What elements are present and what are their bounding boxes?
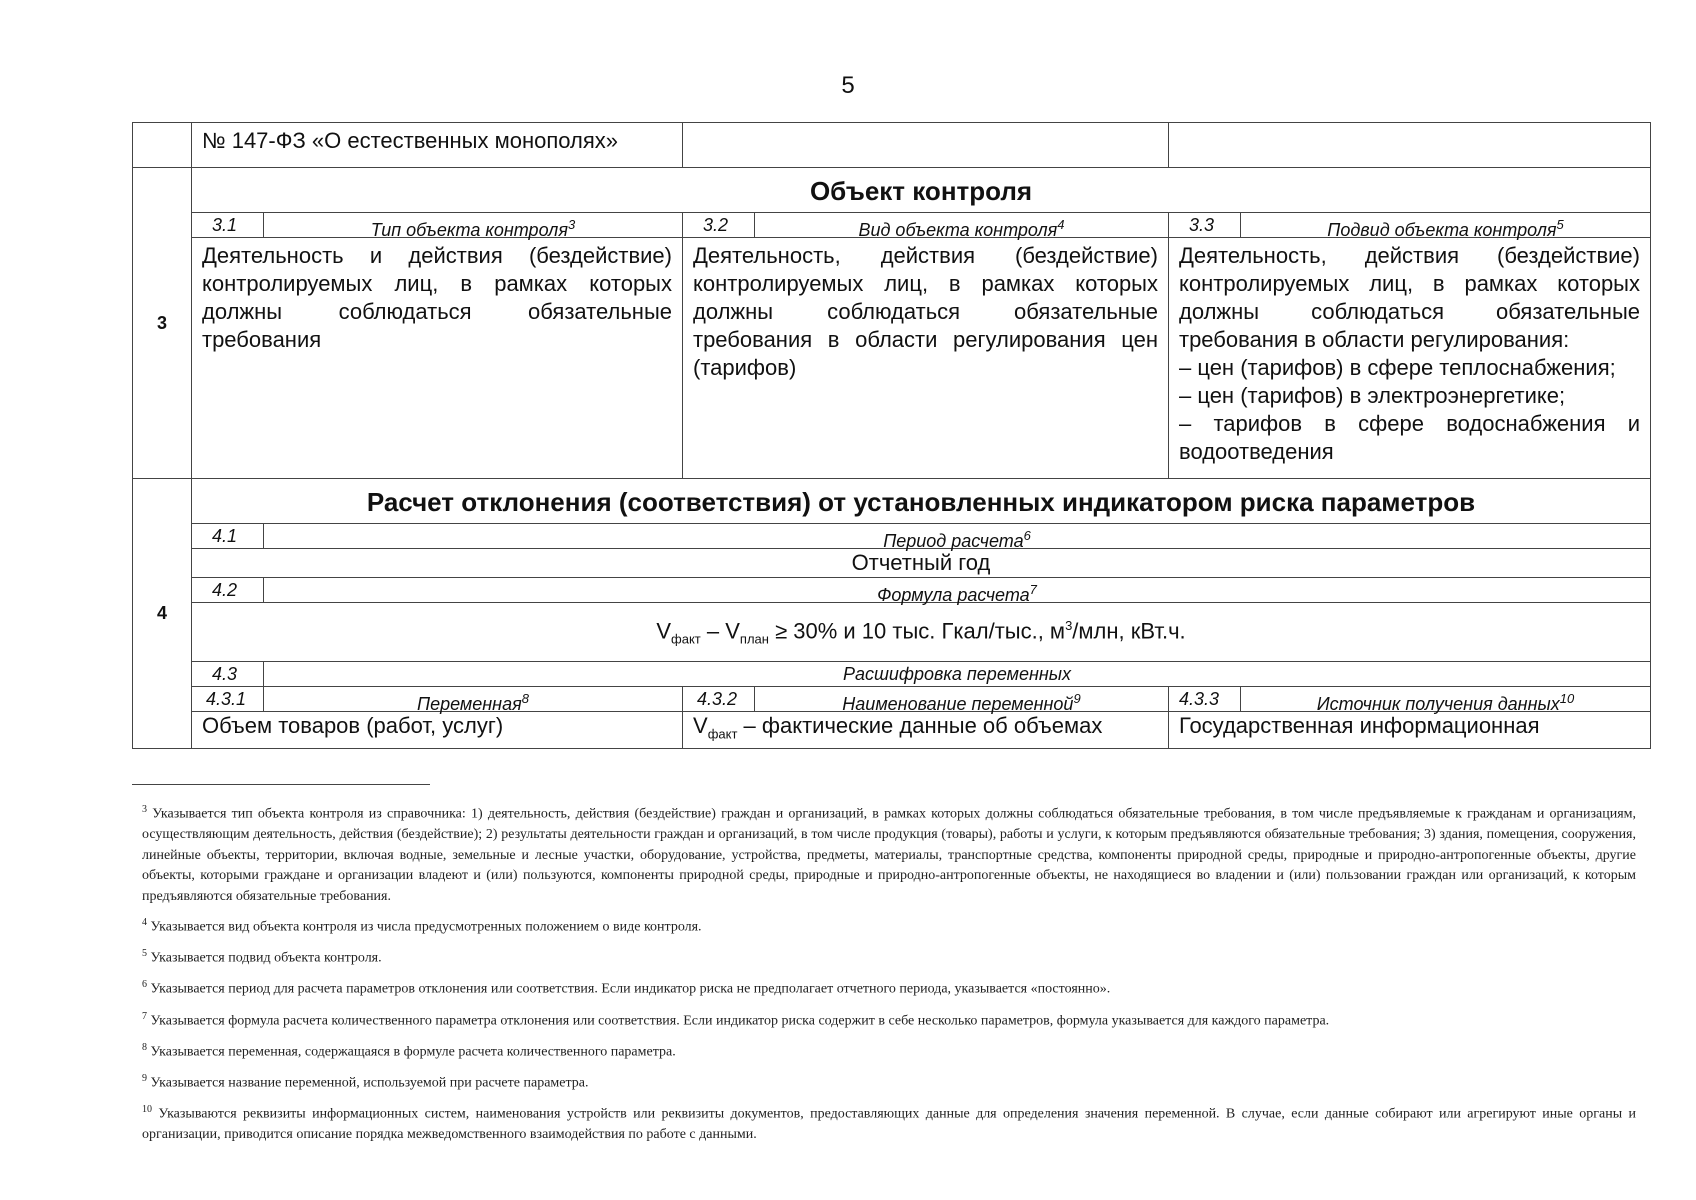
label-idx-3-3: 3.3 xyxy=(1169,213,1241,237)
footnote-3: $^3$ Указывается тип объекта контроля из справочника: 1) деятельность, действия (бездействие) граждан и организаций, в рамках которых должны соблюдаться обязательные требования, в том числе предъявляемые к гражданам и организациям, осуществляющим деятельность, действия (бездействие); 2) результаты деятельности граждан и организаций, в том числе продукция (товары), работы и услуги, к которым предъявляются обязательные требования; 3) здания, помещения, сооружения, линейные объекты, территории, включая водные, земельные и лесные участки, оборудование, устройства, предметы, материалы, транспортные средства, компоненты природной среды, природные и природно-антропогенные объекты, другие объекты, которыми граждане и организации владеют и (или) пользуются, компоненты природной среды, природные и природно-антропогенные объекты, не находящиеся во владении и (или) пользовании граждан или организаций, к которым предъявляются обязательные требования. xyxy=(142,804,1636,904)
section3-labels-row: 3.1 Тип объекта контроля$^3$ 3.2 Вид объекта контроля$^4$ 3.3 Подвид объекта контроля$^5$ xyxy=(133,213,1651,238)
footnote-divider xyxy=(132,784,430,785)
footnote-8: $^8$ Указывается переменная, содержащаяся в формуле расчета количественного параметра. xyxy=(142,1041,676,1060)
label-variable-name: Наименование переменной xyxy=(842,694,1074,714)
list-item: – тарифов в сфере водоснабжения и водоотведения xyxy=(1179,411,1640,464)
law-text: № 147-ФЗ «О естественных монополях» xyxy=(192,123,683,168)
page-number: 5 xyxy=(841,72,855,99)
formula-value: $V_{факт} - V_{план} \ge 30\%$ и 10 тыс. Гкал/тыс., $м^3$/млн, кВт.ч. xyxy=(192,603,1651,662)
footnote-7: $^7$ Указывается формула расчета количественного параметра отклонения или соответствия. Если индикатор риска содержит в себе несколько параметров, формула указывается для каждого параметра. xyxy=(142,1010,1330,1029)
label-idx-3-2: 3.2 xyxy=(683,213,755,237)
label-idx-4-3-1: 4.3.1 xyxy=(192,687,264,711)
label-kind-object: Вид объекта контроля xyxy=(858,220,1058,240)
row-law xyxy=(133,123,1651,168)
variable-name-value: $V_{факт}$ – фактические данные об объемах xyxy=(683,712,1169,749)
footnote-5: $^5$ Указывается подвид объекта контроля. xyxy=(142,948,382,966)
section4-title-row xyxy=(133,479,1651,524)
label-idx-4-2: 4.2 xyxy=(192,578,264,602)
label-idx-4-3-2: 4.3.2 xyxy=(683,687,755,711)
label-variables: Расшифровка переменных xyxy=(842,664,1072,684)
label-period: Период расчета xyxy=(883,531,1024,551)
subkind-object-value: Деятельность, действия (бездействие) контролируемых лиц, в рамках которых должны соблюдаться обязательные требования в области регулирования: – цен (тарифов) в сфере теплоснабжения; – цен (тарифов) в электроэнергетике; – тарифов в сфере водоснабжения и водоотведения xyxy=(1169,238,1651,479)
data-source-value: Государственная информационная xyxy=(1169,712,1651,749)
section4-number: 4 xyxy=(133,479,192,749)
label-idx-4-3-3: 4.3.3 xyxy=(1169,687,1241,711)
footnote-6: $^6$ Указывается период для расчета параметров отклонения или соответствия. Если индикатор риска не предполагает отчетного периода, указывается «постоянно». xyxy=(142,979,1111,998)
variable-value: Объем товаров (работ, услуг) xyxy=(192,712,683,749)
section3-values-row xyxy=(133,238,1651,479)
list-item: – цен (тарифов) в электроэнергетике; xyxy=(1179,383,1566,408)
label-subkind-object: Подвид объекта контроля xyxy=(1327,220,1557,240)
footnote-4: $^4$ Указывается вид объекта контроля из числа предусмотренных положением о виде контроля. xyxy=(142,917,702,935)
section3-number: 3 xyxy=(133,168,192,479)
footnote-9: $^9$ Указывается название переменной, используемой при расчете параметра. xyxy=(142,1072,589,1091)
period-value: Отчетный год xyxy=(192,549,1651,578)
footnote-10: $^{10}$ Указываются реквизиты информационных систем, наименования устройств или реквизиты документов, предоставляющих данные для определения значения переменной. В случае, если данные собирают или агрегируют иные органы и организации, приводится описание порядка межведомственного взаимодействия по работе с данными. xyxy=(142,1104,1637,1143)
kind-object-value: Деятельность, действия (бездействие) контролируемых лиц, в рамках которых должны соблюдаться обязательные требования в области регулирования цен (тарифов) xyxy=(683,238,1169,479)
control-table: № 147-ФЗ «О естественных монополях» 3 Объект контроля 3.1 Тип объекта контроля$^3$ 3.2 Вид объекта контроля$^4$ 3.3 Подвид объекта контроля$^5$ Деятельность и действия (бездействие) контролируемых лиц, в рамках которых должны соблюдаться обязательные требования Деятельность, действия (бездействие) контролируемых лиц, в рамках которых должны соблюдаться обязательные требования в области регулирования цен (тарифов) Деятельность, действия (бездействие) контролируемых лиц, в рамках которых должны соблюдаться обязательные требования в области регулирования: – цен (тарифов) в сфере теплоснабжения; – цен (тарифов) в электроэнергетике; – тарифов в сфере водоснабжения и водоотведения 4 Расчет отклонения (соответствия) от установленных индикатором риска параметров 4.1 Период расчета$^6$ Отчетный год 4.2 Формула расчета$^7$ $V_{факт} - V_{план} \ge 30\%$ и 10 тыс. Гкал/тыс., $м^3$/млн, кВт.ч. 4.3 Расшифровка переменных 4.3.1 Переменная$^8$ 4.3.2 Наименование переменной$^9$ 4.3.3 Источник получения данных$^{10}$ Объем товаров (работ, услуг) $V_{факт}$ – фактические данные об объемах Государственная информационная xyxy=(132,122,1651,749)
label-data-source: Источник получения данных xyxy=(1316,694,1560,714)
section3-title-row xyxy=(133,168,1651,213)
label-idx-4-1: 4.1 xyxy=(192,524,264,548)
label-idx-4-3: 4.3 xyxy=(192,662,264,686)
label-variable: Переменная xyxy=(417,694,522,714)
label-idx-3-1: 3.1 xyxy=(192,213,264,237)
type-object-value: Деятельность и действия (бездействие) контролируемых лиц, в рамках которых должны соблюдаться обязательные требования xyxy=(192,238,683,479)
label-type-object: Тип объекта контроля xyxy=(370,220,568,240)
section3-title: Объект контроля xyxy=(192,168,1651,213)
footnotes xyxy=(142,800,1636,1152)
label-formula: Формула расчета xyxy=(877,585,1030,605)
list-item: – цен (тарифов) в сфере теплоснабжения; xyxy=(1179,355,1616,380)
section4-title: Расчет отклонения (соответствия) от установленных индикатором риска параметров xyxy=(192,479,1651,524)
